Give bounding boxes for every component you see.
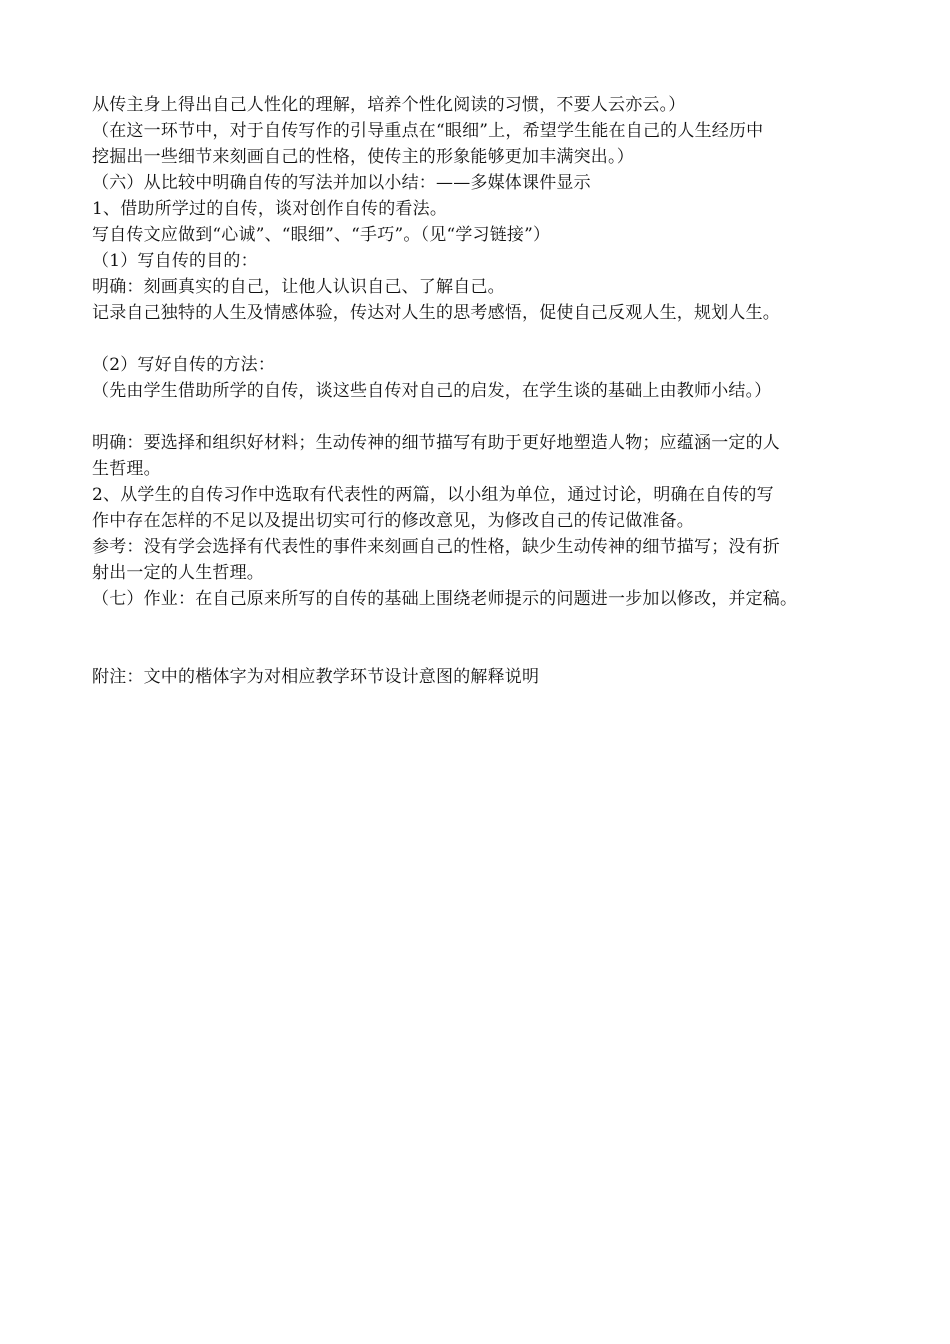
section-heading: （七）作业：在自己原来所写的自传的基础上围绕老师提示的问题进一步加以修改，并定稿。 <box>92 589 798 609</box>
spacer <box>92 404 882 430</box>
paragraph-line: 记录自己独特的人生及情感体验，传达对人生的思考感悟，促使自己反观人生，规划人生。 <box>92 303 780 323</box>
paragraph-line: 作中存在怎样的不足以及提出切实可行的修改意见，为修改自己的传记做准备。 <box>92 511 694 531</box>
paragraph-line: 生哲理。 <box>92 459 161 479</box>
paragraph-line: 明确：要选择和组织好材料；生动传神的细节描写有助于更好地塑造人物；应蕴涵一定的人 <box>92 433 780 453</box>
paragraph-line: （先由学生借助所学的自传，谈这些自传对自己的启发，在学生谈的基础上由教师小结。） <box>92 381 772 401</box>
paragraph-line: 写自传文应做到“心诚”、“眼细”、“手巧”。（见“学习链接”） <box>92 225 551 245</box>
paragraph-line: 挖掘出一些细节来刻画自己的性格，使传主的形象能够更加丰满突出。） <box>92 147 634 167</box>
subsection-heading: （2）写好自传的方法： <box>92 355 276 375</box>
paragraph-line: 明确：刻画真实的自己，让他人认识自己、了解自己。 <box>92 277 505 297</box>
paragraph-line: （在这一环节中，对于自传写作的引导重点在“眼细”上，希望学生能在自己的人生经历中 <box>92 121 764 141</box>
spacer <box>92 612 882 664</box>
footnote: 附注：文中的楷体字为对相应教学环节设计意图的解释说明 <box>92 667 540 687</box>
paragraph-line: 参考：没有学会选择有代表性的事件来刻画自己的性格，缺少生动传神的细节描写；没有折 <box>92 537 780 557</box>
section-heading: （六）从比较中明确自传的写法并加以小结：——多媒体课件显示 <box>92 173 591 193</box>
document-body <box>92 92 882 690</box>
subsection-heading: （1）写自传的目的： <box>92 251 258 271</box>
paragraph-line: 2、从学生的自传习作中选取有代表性的两篇，以小组为单位，通过讨论，明确在自传的写 <box>92 485 774 505</box>
paragraph-line: 1、借助所学过的自传，谈对创作自传的看法。 <box>92 199 448 219</box>
paragraph-line: 射出一定的人生哲理。 <box>92 563 264 583</box>
paragraph-line: 从传主身上得出自己人性化的理解，培养个性化阅读的习惯，不要人云亦云。） <box>92 95 686 115</box>
spacer <box>92 326 882 352</box>
